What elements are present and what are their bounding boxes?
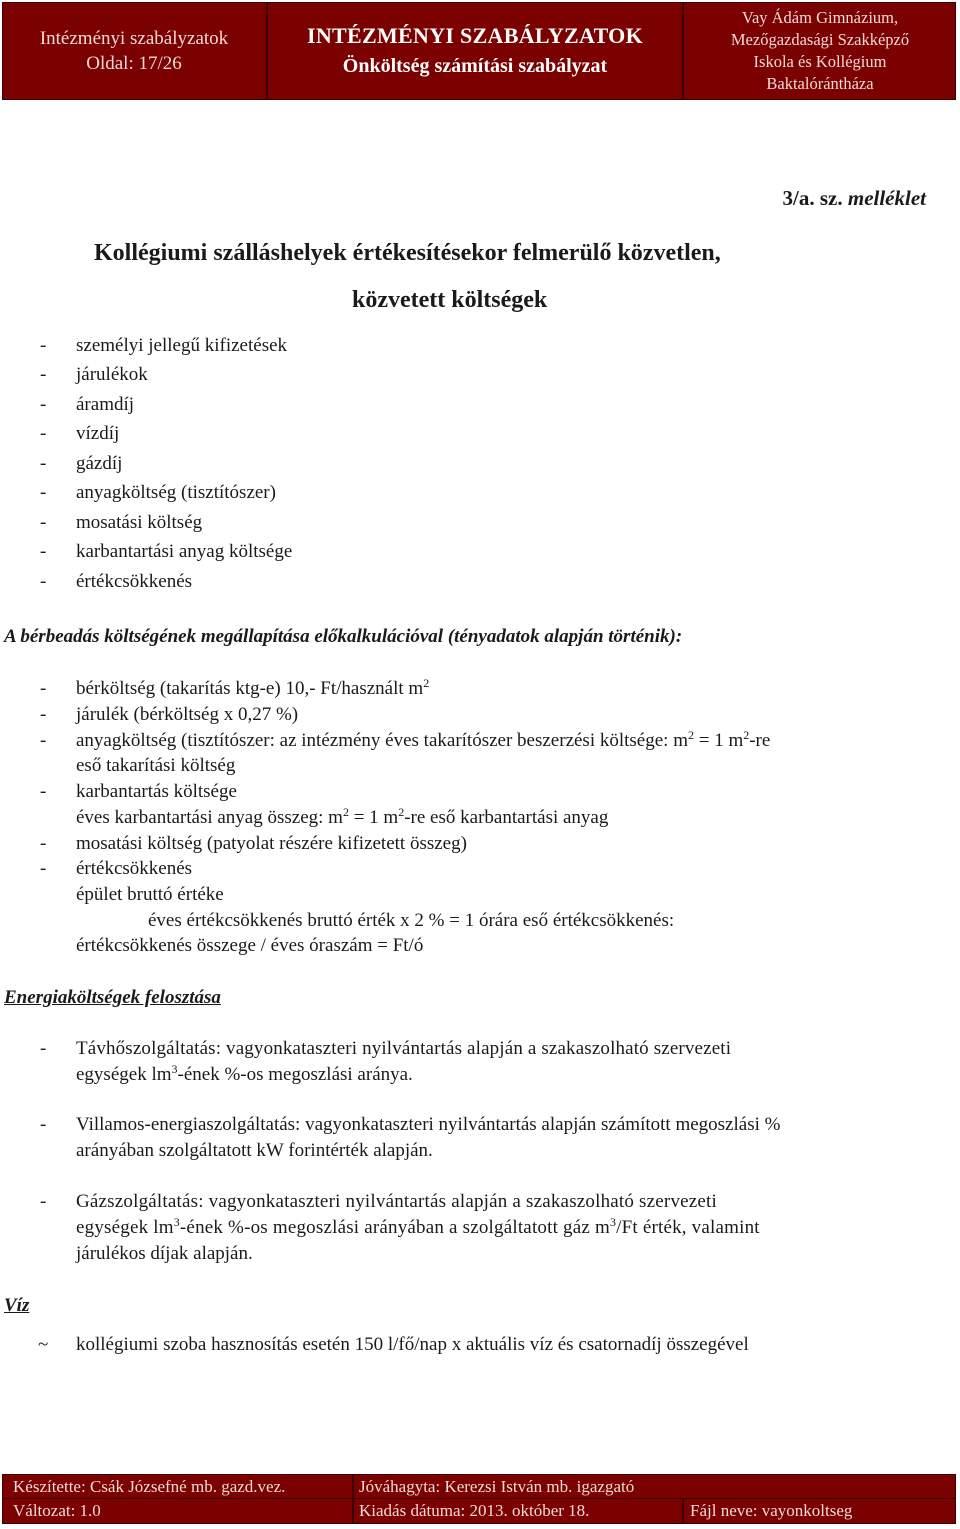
text-part: -ének %-os megoszlási arányában a szolgáltatott gáz m [179, 1217, 610, 1238]
list-item: karbantartási anyag költsége [76, 541, 293, 562]
energy-heating-continuation [76, 1063, 413, 1087]
footer-divider [352, 1475, 354, 1523]
list-dash: - [40, 571, 47, 592]
energy-gas-continuation [76, 1216, 760, 1240]
page-footer [2, 1474, 956, 1524]
list-dash: - [40, 335, 47, 356]
superscript: 2 [423, 676, 430, 690]
list-item: értékcsökkenés [76, 571, 193, 592]
rental-wage-item [76, 677, 429, 701]
list-item: vízdíj [76, 423, 120, 444]
footer-divider [682, 1499, 684, 1523]
water-bullet-marker: ~ [38, 1334, 49, 1355]
rental-depreciation-item: értékcsökkenés [76, 858, 193, 879]
list-item: gázdíj [76, 453, 123, 474]
text-part: = 1 m [693, 730, 744, 751]
page-title: Kollégiumi szálláshelyek értékesítésekor felmerülő közvetlen, [94, 240, 721, 266]
header-center-cell [269, 3, 681, 99]
superscript: 3 [171, 1062, 178, 1076]
text-part: -ének %-os megoszlási aránya. [177, 1064, 413, 1085]
header-page-number: Oldal: 17/26 [86, 53, 182, 74]
page-header [2, 2, 956, 100]
header-doc-type: Intézményi szabályzatok [39, 28, 229, 49]
rental-depreciation-line: éves értékcsökkenés bruttó érték x 2 % = 1 órára eső értékcsökkenés: [148, 910, 675, 931]
header-divider [682, 3, 684, 99]
energy-electricity-continuation: arányában szolgáltatott kW forintérték alapján. [76, 1140, 433, 1161]
list-dash: - [40, 1038, 47, 1059]
list-item: személyi jellegű kifizetések [76, 335, 288, 356]
list-dash: - [40, 730, 47, 751]
list-dash: - [40, 482, 47, 503]
rental-material-item [76, 729, 770, 753]
text-part: egységek lm [76, 1217, 174, 1238]
energy-electricity-item: Villamos-energiaszolgáltatás: vagyonkataszteri nyilvántartás alapján számított megoszlási % [76, 1114, 781, 1135]
superscript: 3 [173, 1215, 180, 1229]
list-dash: - [40, 364, 47, 385]
header-subtitle: Önköltség számítási szabályzat [342, 55, 608, 77]
text-part: egységek lm [76, 1064, 172, 1085]
superscript: 3 [609, 1215, 617, 1229]
energy-gas-continuation: járulékos díjak alapján. [76, 1243, 253, 1264]
header-title: INTÉZMÉNYI SZABÁLYZATOK [307, 23, 643, 48]
header-institution-line: Baktalórántháza [766, 74, 874, 93]
rental-material-continuation: eső takarítási költség [76, 755, 236, 776]
rental-depreciation-line: épület bruttó értéke [76, 884, 224, 905]
rental-contribution-item: járulék (bérköltség x 0,27 %) [76, 704, 299, 725]
list-item: áramdíj [76, 394, 135, 415]
list-dash: - [40, 453, 47, 474]
page-title-continued: közvetett költségek [352, 287, 548, 313]
footer-file-name: Fájl neve: vayonkoltseg [690, 1501, 853, 1520]
superscript: 2 [398, 805, 405, 819]
list-dash: - [40, 541, 47, 562]
superscript: 2 [743, 728, 750, 742]
list-dash: - [40, 1191, 47, 1212]
list-dash: - [40, 704, 47, 725]
text-part: /Ft érték, valamint [616, 1217, 760, 1238]
water-item: kollégiumi szoba hasznosítás esetén 150 l/fő/nap x aktuális víz és csatornadíj összegével [76, 1334, 749, 1355]
water-heading: Víz [4, 1295, 30, 1316]
footer-approved-by: Jóváhagyta: Kerezsi István mb. igazgató [359, 1477, 635, 1496]
text-part: -re [749, 730, 771, 751]
list-item: anyagköltség (tisztítószer) [76, 482, 276, 503]
energy-gas-item: Gázszolgáltatás: vagyonkataszteri nyilvántartás alapján a szakaszolható szervezeti [76, 1191, 718, 1212]
rental-washing-item: mosatási költség (patyolat részére kifizetett összeg) [76, 833, 467, 854]
header-right-cell [685, 3, 955, 99]
energy-heading: Energiaköltségek felosztása [4, 987, 221, 1008]
header-left-cell [3, 3, 265, 99]
list-dash: - [40, 833, 47, 854]
list-dash: - [40, 512, 47, 533]
superscript: 2 [342, 805, 349, 819]
list-dash: - [40, 1114, 47, 1135]
rental-depreciation-line: értékcsökkenés összege / éves óraszám = Ft/ó [76, 935, 424, 956]
rental-maintenance-item: karbantartás költsége [76, 781, 237, 802]
energy-heating-item: Távhőszolgáltatás: vagyonkataszteri nyilvántartás alapján a szakaszolható szervezeti [76, 1038, 732, 1059]
footer-divider [3, 1498, 955, 1499]
annex-label [783, 186, 926, 210]
annex-number: 3/a. sz. [782, 186, 843, 210]
rental-maintenance-detail [76, 806, 608, 830]
text-part: bérköltség (takarítás ktg-e) 10,- Ft/használt m [76, 678, 424, 699]
list-dash: - [40, 858, 47, 879]
header-institution-line: Vay Ádám Gimnázium, [741, 8, 899, 27]
text-part: éves karbantartási anyag összeg: m [76, 807, 343, 828]
list-dash: - [40, 394, 47, 415]
text-part: anyagköltség (tisztítószer: az intézmény éves takarítószer beszerzési költsége: m [76, 730, 688, 751]
footer-version: Változat: 1.0 [13, 1501, 101, 1520]
list-dash: - [40, 678, 47, 699]
list-dash: - [40, 423, 47, 444]
annex-word: melléklet [847, 186, 926, 210]
list-dash: - [40, 781, 47, 802]
text-part: = 1 m [348, 807, 399, 828]
footer-issue-date: Kiadás dátuma: 2013. október 18. [359, 1501, 590, 1520]
header-institution-line: Mezőgazdasági Szakképző [730, 30, 910, 49]
footer-prepared-by: Készítette: Csák Józsefné mb. gazd.vez. [13, 1477, 286, 1496]
text-part: -re eső karbantartási anyag [404, 807, 609, 828]
rental-heading: A bérbeadás költségének megállapítása előkalkulációval (tényadatok alapján történik): [4, 626, 683, 647]
superscript: 2 [687, 728, 694, 742]
list-item: járulékok [76, 364, 148, 385]
list-item: mosatási költség [76, 512, 203, 533]
header-institution-line: Iskola és Kollégium [753, 52, 887, 71]
header-divider [266, 3, 268, 99]
